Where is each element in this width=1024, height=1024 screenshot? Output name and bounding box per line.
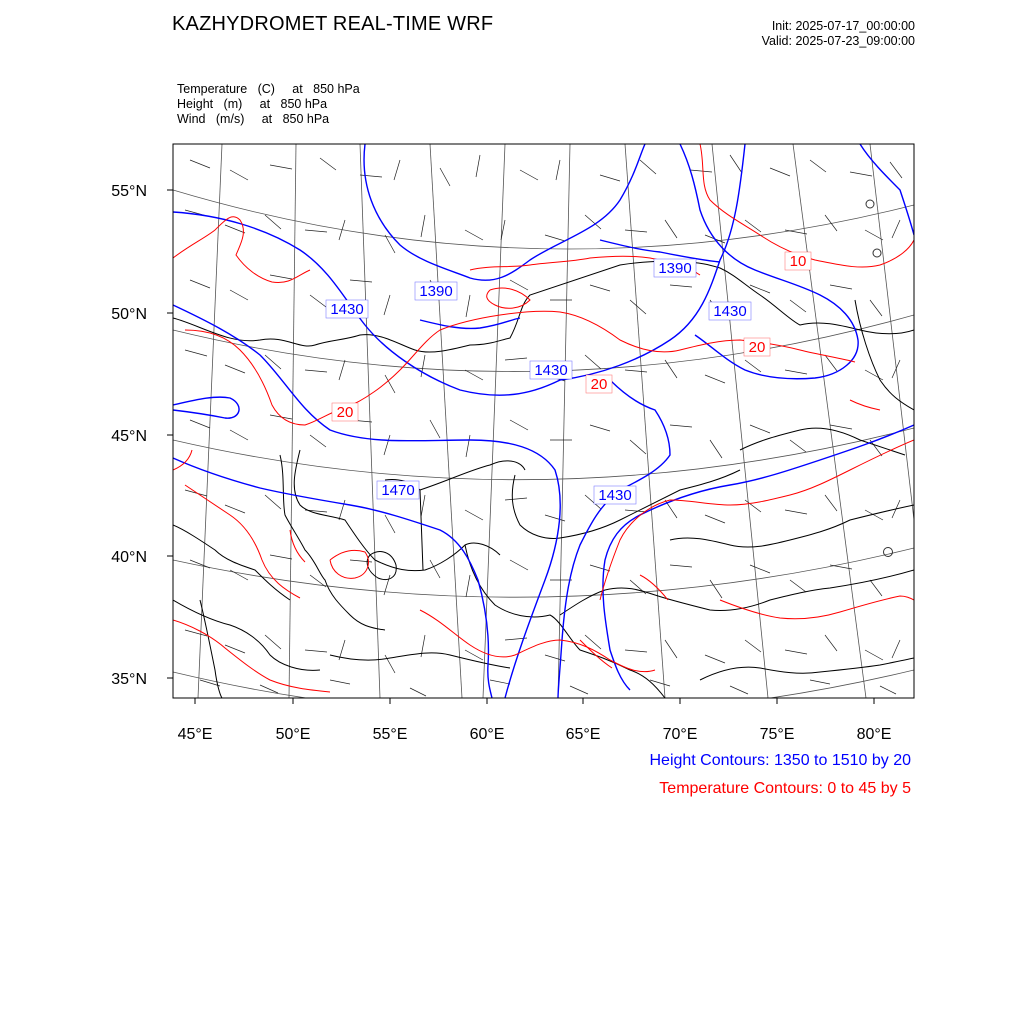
lat-label: 55°N — [111, 183, 147, 200]
temperature-contours — [173, 144, 914, 692]
height-label: 1430 — [330, 301, 364, 318]
lon-label: 45°E — [177, 726, 213, 743]
temperature-label: 20 — [748, 339, 766, 356]
height-contours-note: Height Contours: 1350 to 1510 by 20 — [649, 752, 911, 769]
graticule-meridians — [198, 144, 914, 698]
height-label: 1390 — [658, 260, 692, 277]
init-time: Init: 2025-07-17_00:00:00 — [771, 19, 915, 33]
lon-label: 55°E — [372, 726, 408, 743]
lat-label: 50°N — [111, 306, 147, 323]
lat-label: 35°N — [111, 671, 147, 688]
temperature-label: 10 — [789, 253, 807, 270]
height-label: 1430 — [534, 362, 568, 379]
field-temperature: Temperature (C) at 850 hPa — [177, 82, 360, 96]
height-label: 1430 — [598, 487, 632, 504]
field-height: Height (m) at 850 hPa — [177, 97, 328, 111]
temperature-contours-note: Temperature Contours: 0 to 45 by 5 — [659, 780, 911, 797]
valid-time: Valid: 2025-07-23_09:00:00 — [761, 34, 915, 48]
lat-label: 45°N — [111, 428, 147, 445]
lon-label: 80°E — [856, 726, 892, 743]
temperature-label: 20 — [336, 404, 354, 421]
lon-label: 70°E — [662, 726, 698, 743]
temperature-contour-labels — [332, 252, 811, 421]
lon-label: 50°E — [275, 726, 311, 743]
height-label: 1470 — [381, 482, 415, 499]
map-title: KAZHYDROMET REAL-TIME WRF — [172, 13, 494, 35]
lon-label: 60°E — [469, 726, 505, 743]
lat-label: 40°N — [111, 549, 147, 566]
height-label: 1390 — [419, 283, 453, 300]
lon-label: 65°E — [565, 726, 601, 743]
lon-label: 75°E — [759, 726, 795, 743]
longitude-axis — [178, 698, 892, 743]
field-wind: Wind (m/s) at 850 hPa — [177, 112, 330, 126]
height-contours — [173, 144, 914, 698]
height-label: 1430 — [713, 303, 747, 320]
temperature-label: 20 — [590, 376, 608, 393]
latitude-axis — [111, 183, 173, 688]
map-frame — [173, 144, 914, 698]
